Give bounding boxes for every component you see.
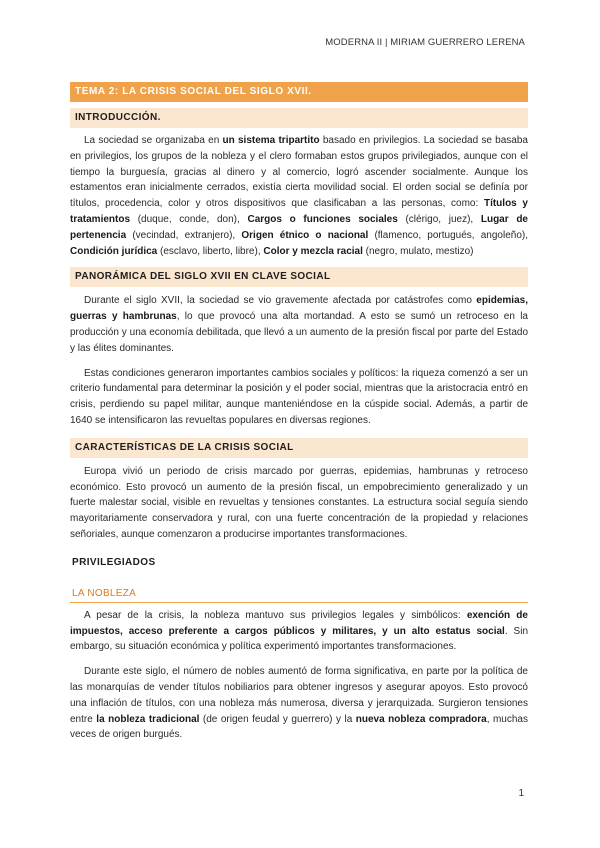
document-body [70,82,528,743]
running-header: MODERNA II | MIRIAM GUERRERO LERENA [325,37,525,48]
text-run: (vecindad, extranjero), [126,229,242,241]
page-number: 1 [518,788,524,799]
bold-term: la nobleza tradicional [96,713,200,725]
bold-term: Cargos o funciones sociales [247,213,398,225]
panorama-paragraph-1 [70,293,528,356]
text-run: A pesar de la crisis, la nobleza mantuvo sus privilegios legales y simbólicos: [84,609,467,621]
text-run: Durante este siglo, el número de nobles aumentó de forma significativa, en parte por la política de las monarquías de vender títulos nobiliarios para obtener ingresos y asegurar apoyos. Esto provocó una inflación de títulos, con una nobleza más numerosa, diversa y jerarquizada. Surgieron tensiones entre [70,666,528,725]
panorama-paragraph-2: Estas condiciones generaron importantes cambios sociales y políticos: la riqueza comenzó a ser un criterio fundamental para determinar la posición y el poder social, mientras que la aristocracia entró en crisis, perdiendo su papel militar, aunque manteniéndose en la cúspide social. Además, a partir de 1640 se intensificaron las revueltas populares en diversas regiones. [70,367,528,426]
bold-term: epidemias, guerras y hambrunas [70,295,528,323]
intro-paragraph [70,133,528,259]
bold-term: Títulos y tratamientos [70,198,528,225]
section-heading-panoramica: PANORÁMICA DEL SIGLO XVII EN CLAVE SOCIAL [70,267,528,287]
topic-title: TEMA 2: LA CRISIS SOCIAL DEL SIGLO XVII. [70,82,528,102]
text-run: basado en privilegios. La sociedad se basaba en privilegios, los grupos de la nobleza y el clero formaban estos grupos privilegiados, aunque con el tiempo la burguesía, gracias al dinero y al comercio, logró ascender socialmente. Aunque los estamentos eran inicialmente cerrados, existía cierta movilidad social. El orden social se definía por títulos, procedencia, color y otros dispositivos que clasificaban a las personas, como: [70,135,528,210]
bold-term: Color y mezcla racial [263,245,363,257]
text-run: (flamenco, portugués, angoleño), [368,229,528,241]
text-run: (de origen feudal y guerrero) y la [199,713,356,725]
nobleza-paragraph-1 [70,608,528,655]
text-run: . Sin embargo, su situación económica y política experimentó importantes transformaciones. [70,625,529,653]
bold-term: exención de impuestos, acceso preferente a cargos públicos y militares, y un alto estatus social [70,609,528,637]
bold-term: Condición jurídica [70,245,158,257]
bold-term: un sistema tripartito [222,135,320,146]
text-run: Durante el siglo XVII, la sociedad se vio gravemente afectada por catástrofes como [84,295,477,307]
text-run: , lo que provocó una alta mortandad. A esto se sumó un retroceso en la producción y una economía debilitada, que llevó a un aumento de la presión fiscal por parte del Estado y las élites dominantes. [70,311,528,354]
text-run: (duque, conde, don), [130,213,248,225]
text-run: La sociedad se organizaba en [84,135,223,146]
caracteristicas-paragraph: Europa vivió un periodo de crisis marcado por guerras, epidemias, hambrunas y retroceso económico. Esto provocó un aumento de la presión fiscal, un empobrecimiento generalizado y un fuerte malestar social, visible en revueltas y tensiones constantes. La estructura social seguía siendo mayoritariamente conservadora y rural, con una fuerte concentración de la propiedad y relaciones señoriales, aunque comenzaron a producirse importantes transformaciones. [70,465,528,540]
nobleza-paragraph-2 [70,664,528,743]
section-heading-introduccion: INTRODUCCIÓN. [70,108,528,128]
bold-term: nueva nobleza compradora [355,713,487,725]
bold-term: Lugar de pertenencia [70,213,528,241]
text-run: , muchas veces de origen burgués. [70,713,528,741]
text-run: (clérigo, juez), [397,213,481,225]
subsection-heading-nobleza: LA NOBLEZA [70,588,528,603]
bold-term: Origen étnico o nacional [241,229,369,241]
text-run: (esclavo, liberto, libre), [157,245,264,257]
section-heading-caracteristicas: CARACTERÍSTICAS DE LA CRISIS SOCIAL [70,438,528,458]
section-heading-privilegiados: PRIVILEGIADOS [72,556,156,568]
text-run: (negro, mulato, mestizo) [362,245,474,257]
